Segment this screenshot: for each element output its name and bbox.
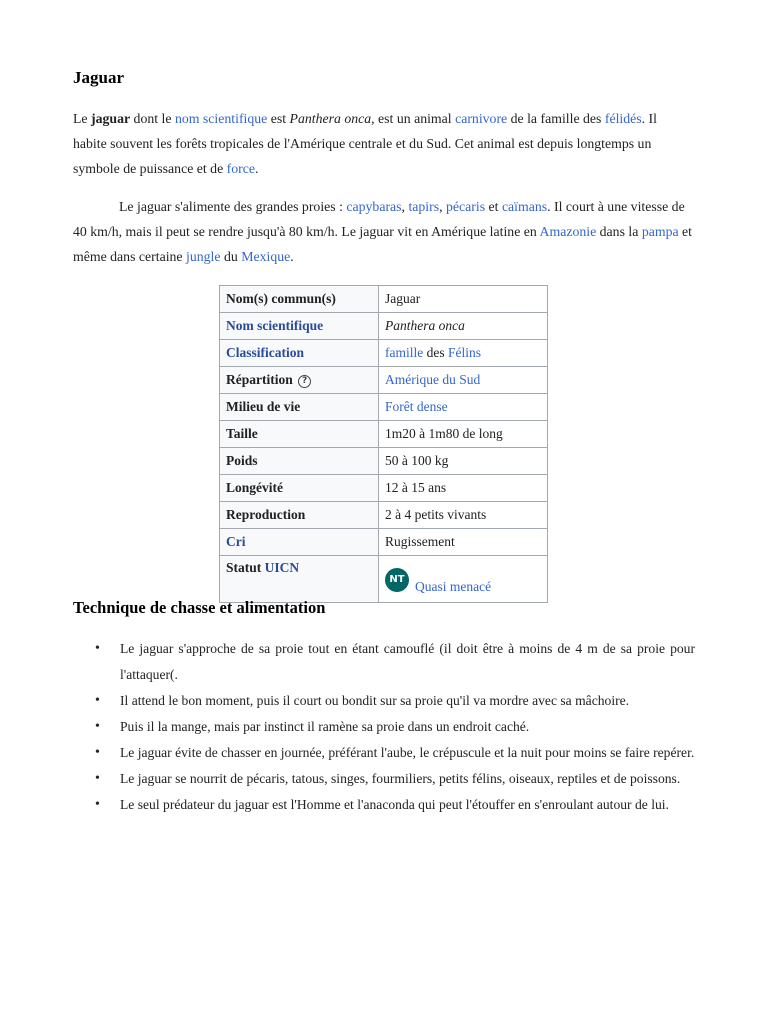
text: . Il court à une vitesse de 40 km/h, mais il peut se rendre jusqu'à 80 km/h. Le jaguar vit en Amérique latine en	[73, 199, 685, 239]
infobox-value: 1m20 à 1m80 de long	[379, 421, 548, 448]
infobox-value	[379, 340, 548, 367]
infobox-value: 50 à 100 kg	[379, 448, 548, 475]
infobox-row	[220, 367, 548, 394]
text: .	[254, 161, 259, 176]
infobox-key-link-cri[interactable]: Cri	[220, 529, 379, 556]
list-item-text: Le jaguar s'approche de sa proie tout en étant camouflé (il doit être à moins de 4 m de sa proie pour l'attaquer(.	[120, 641, 695, 682]
key-label: Statut	[226, 560, 265, 575]
text: . Il habite souvent les forêts tropicales de l'Amérique centrale et du Sud. Cet animal est depuis longtemps un symbole de puissance et de	[73, 111, 657, 176]
infobox-value: Jaguar	[379, 286, 548, 313]
infobox-key-link-nom-scientifique[interactable]: Nom scientifique	[220, 313, 379, 340]
infobox-table	[219, 285, 548, 603]
text: et	[485, 199, 502, 214]
link-felides[interactable]: félidés	[604, 111, 642, 126]
help-circle-icon[interactable]: ?	[298, 375, 311, 388]
link-caimans[interactable]: caïmans	[501, 199, 548, 214]
scientific-name: Panthera onca	[385, 318, 465, 333]
text: et même dans certaine	[73, 224, 692, 264]
infobox-key: Poids	[220, 448, 379, 475]
infobox-key	[220, 556, 379, 603]
link-foret-dense[interactable]: Forêt dense	[385, 399, 448, 414]
infobox-value: 12 à 15 ans	[379, 475, 548, 502]
bullet-dot: •	[95, 745, 100, 760]
list-item	[73, 792, 695, 818]
list-item	[73, 766, 695, 792]
link-carnivore[interactable]: carnivore	[455, 111, 508, 126]
infobox-value	[379, 556, 548, 603]
infobox-key: Longévité	[220, 475, 379, 502]
bullet-dot: •	[95, 771, 100, 786]
link-famille[interactable]: famille	[385, 345, 424, 360]
bullet-dot: •	[95, 693, 100, 708]
link-amazonie[interactable]: Amazonie	[539, 224, 597, 239]
link-nom-scientifique[interactable]: nom scientifique	[174, 111, 268, 126]
conservation-status-badge[interactable]: NT	[385, 568, 409, 592]
text: du	[220, 249, 242, 264]
link-pampa[interactable]: pampa	[641, 224, 679, 239]
list-item-text: Puis il la mange, mais par instinct il ramène sa proie dans un endroit caché.	[120, 719, 530, 734]
key-label: Répartition	[226, 372, 293, 387]
infobox-key: Nom(s) commun(s)	[220, 286, 379, 313]
infobox-row	[220, 340, 548, 367]
infobox-value: Rugissement	[379, 529, 548, 556]
link-amerique-du-sud[interactable]: Amérique du Sud	[385, 372, 481, 387]
bullet-list	[73, 636, 695, 818]
text: des	[423, 345, 448, 360]
bullet-dot: •	[95, 641, 100, 656]
list-item-text: Il attend le bon moment, puis il court ou bondit sur sa proie qu'il va mordre avec sa mâchoire.	[120, 693, 630, 708]
text: dans la	[596, 224, 642, 239]
text: , est un animal	[371, 111, 456, 126]
intro-paragraph	[73, 106, 693, 181]
infobox-key	[220, 367, 379, 394]
infobox-key: Reproduction	[220, 502, 379, 529]
text: Le jaguar s'alimente des grandes proies :	[119, 199, 347, 214]
infobox-key-link-classification[interactable]: Classification	[220, 340, 379, 367]
link-quasi-menace[interactable]: Quasi menacé	[415, 579, 492, 594]
text: est	[267, 111, 290, 126]
infobox-row	[220, 502, 548, 529]
infobox-value	[379, 367, 548, 394]
list-item	[73, 636, 695, 688]
infobox-row	[220, 529, 548, 556]
list-item-text: Le jaguar évite de chasser en journée, préférant l'aube, le crépuscule et la nuit pour moins se faire repérer.	[120, 745, 695, 760]
text: .	[290, 249, 294, 264]
text: dont le	[130, 111, 175, 126]
list-item	[73, 688, 695, 714]
link-force[interactable]: force	[226, 161, 255, 176]
infobox-row	[220, 448, 548, 475]
link-jungle[interactable]: jungle	[186, 249, 221, 264]
bold-term-jaguar: jaguar	[91, 111, 131, 126]
infobox-row	[220, 394, 548, 421]
infobox-row-status	[220, 556, 548, 603]
text: ,	[439, 199, 446, 214]
text: ,	[401, 199, 409, 214]
list-item-text: Le jaguar se nourrit de pécaris, tatous, singes, fourmiliers, petits félins, oiseaux, reptiles et de poissons.	[120, 771, 681, 786]
section-heading: Technique de chasse et alimentation	[73, 598, 326, 617]
infobox-row	[220, 475, 548, 502]
text: Le	[73, 111, 92, 126]
link-uicn[interactable]: UICN	[264, 560, 300, 575]
infobox-row	[220, 313, 548, 340]
list-item	[73, 714, 695, 740]
infobox-row	[220, 421, 548, 448]
infobox-key: Taille	[220, 421, 379, 448]
scientific-name: Panthera onca	[289, 111, 372, 126]
infobox-value	[379, 313, 548, 340]
text: de la famille des	[507, 111, 605, 126]
link-capybaras[interactable]: capybaras	[346, 199, 402, 214]
bullet-dot: •	[95, 797, 100, 812]
infobox-key: Milieu de vie	[220, 394, 379, 421]
infobox-value	[379, 394, 548, 421]
list-item-text: Le seul prédateur du jaguar est l'Homme et l'anaconda qui peut l'étouffer en s'enroulant autour de lui.	[120, 797, 669, 812]
diet-paragraph	[73, 194, 693, 269]
bullet-dot: •	[95, 719, 100, 734]
link-mexique[interactable]: Mexique	[241, 249, 291, 264]
link-tapirs[interactable]: tapirs	[408, 199, 440, 214]
page-title: Jaguar	[73, 68, 124, 87]
link-pecaris[interactable]: pécaris	[446, 199, 486, 214]
infobox-value: 2 à 4 petits vivants	[379, 502, 548, 529]
infobox-row	[220, 286, 548, 313]
link-felins[interactable]: Félins	[447, 345, 481, 360]
list-item	[73, 740, 695, 766]
